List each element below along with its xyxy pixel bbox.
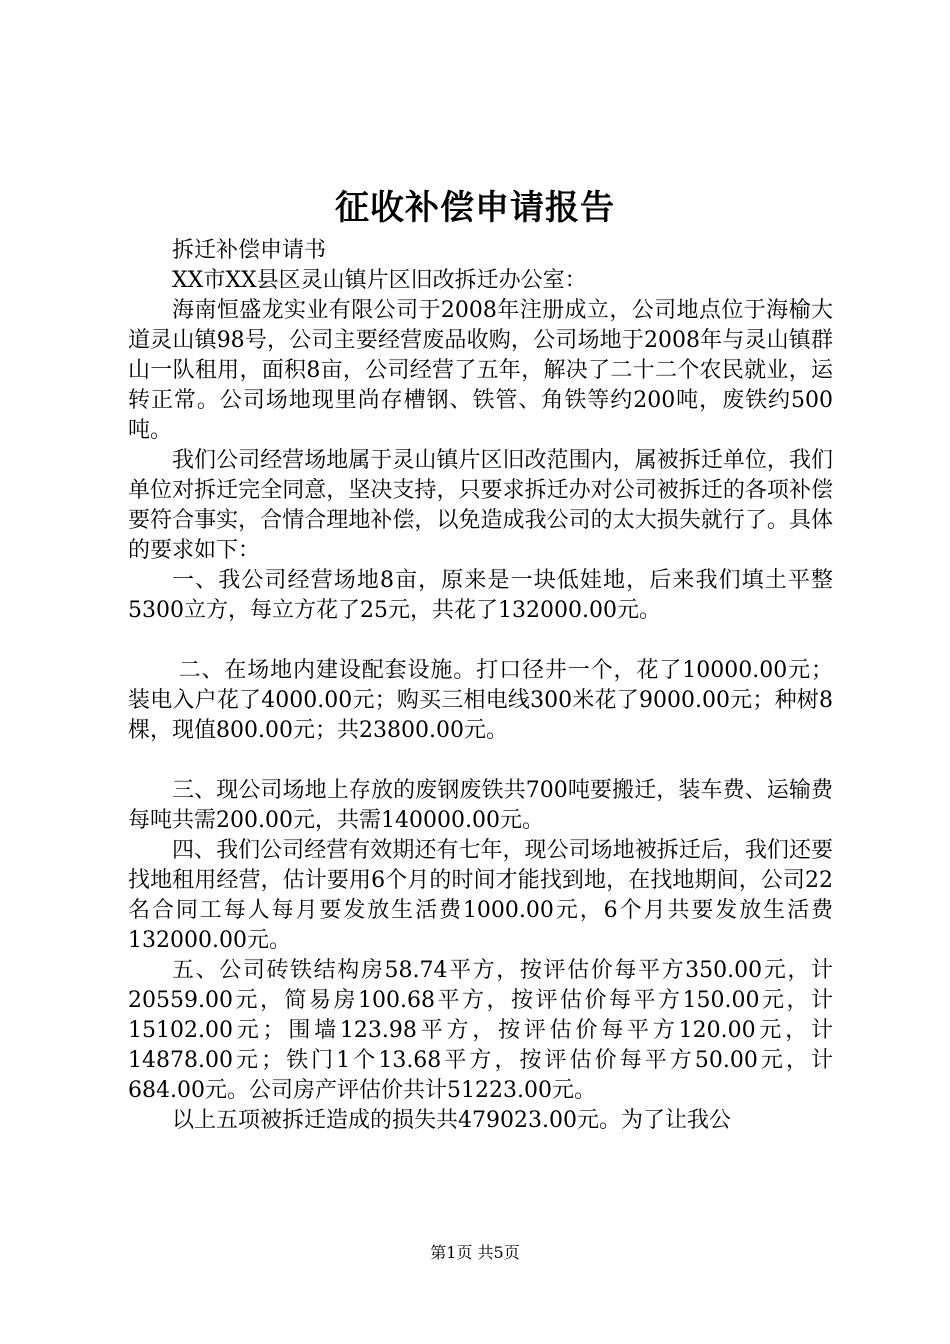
page-footer: 第1页 共5页 [430,1243,520,1262]
paragraph-company-intro: 海南恒盛龙实业有限公司于2008年注册成立，公司地点位于海榆大道灵山镇98号，公司主要经营废品收购，公司场地于2008年与灵山镇群山一队租用，面积8亩，公司经营了五年，解决了二十二个农民就业，运转正常。公司场地现里尚存槽钢、铁管、角铁等约200吨，废铁约500吨。 [128,298,833,443]
document-body [128,236,833,1136]
paragraph-total-loss: 以上五项被拆迁造成的损失共479023.00元。为了让我公 [172,1108,731,1133]
paragraph-item-1: 一、我公司经营场地8亩，原来是一块低娃地，后来我们填土平整5300立方，每立方花了25元，共花了132000.00元。 [128,568,833,623]
paragraph-request-intro: 我们公司经营场地属于灵山镇片区旧改范围内，属被拆迁单位，我们单位对拆迁完全同意，坚决支持，只要求拆迁办对公司被拆迁的各项补偿要符合事实，合情合理地补偿，以免造成我公司的太大损失就行了。具体的要求如下： [128,448,833,563]
paragraph-item-5: 五、公司砖铁结构房58.74平方，按评估价每平方350.00元，计20559.00元，简易房100.68平方，按评估价每平方150.00元，计15102.00元；围墙123.98平方，按评估价每平方120.00元，计14878.00元；铁门1个13.68平方，按评估价每平方50.00元，计684.00元。公司房产评估价共计51223.00元。 [128,958,833,1103]
paragraph-addressee: XX市XX县区灵山镇片区旧改拆迁办公室： [172,268,587,293]
paragraph-item-2: 二、在场地内建设配套设施。打口径井一个，花了10000.00元；装电入户花了4000.00元；购买三相电线300米花了9000.00元；种树8棵，现值800.00元；共23800.00元。 [128,658,833,743]
paragraph-item-4: 四、我们公司经营有效期还有七年，现公司场地被拆迁后，我们还要找地租用经营，估计要用6个月的时间才能找到地，在找地期间，公司22名合同工每人每月要发放生活费1000.00元，6个月共要发放生活费132000.00元。 [128,838,833,953]
paragraph-heading: 拆迁补偿申请书 [172,238,327,263]
paragraph-item-3: 三、现公司场地上存放的废钢废铁共700吨要搬迁，装车费、运输费每吨共需200.00元，共需140000.00元。 [128,778,833,833]
document-title: 征收补偿申请报告 [335,188,615,228]
